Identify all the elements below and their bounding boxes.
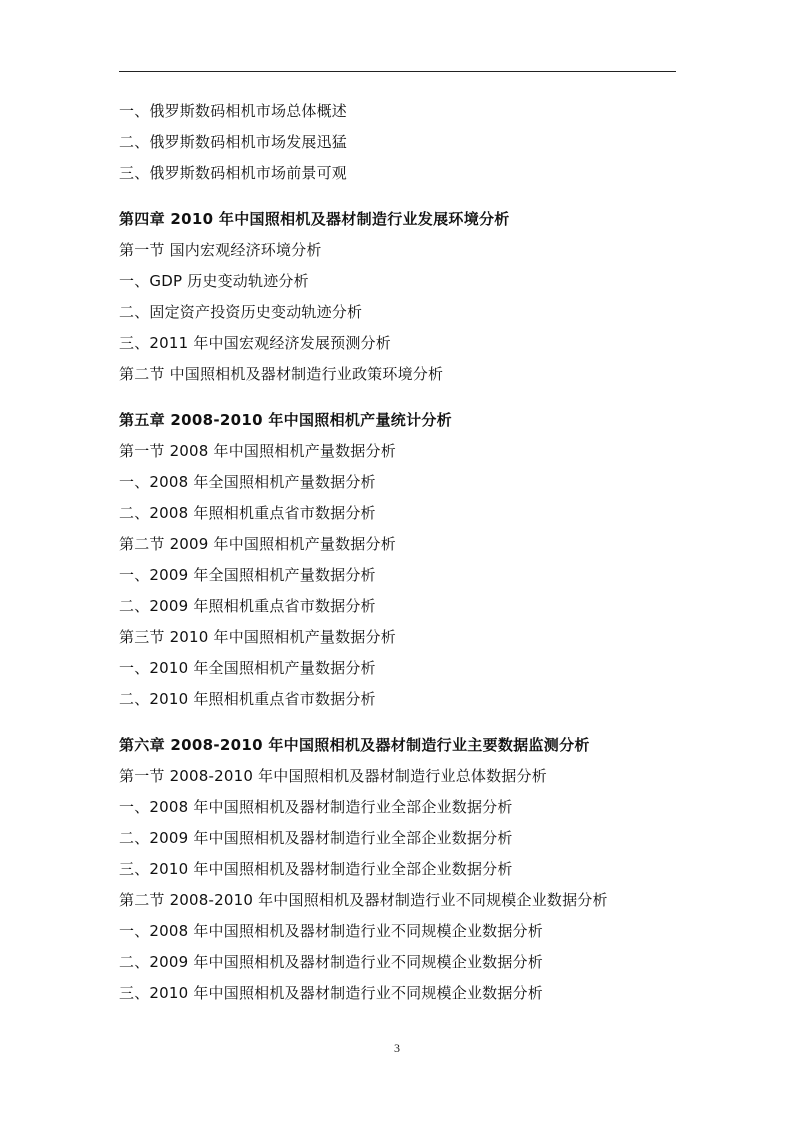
chapter-heading: 第六章 2008-2010 年中国照相机及器材制造行业主要数据监测分析: [119, 736, 590, 754]
toc-entry: 第一节 国内宏观经济环境分析: [119, 241, 322, 259]
toc-entry: 三、2010 年中国照相机及器材制造行业全部企业数据分析: [119, 860, 513, 878]
toc-entry: 第二节 2009 年中国照相机产量数据分析: [119, 535, 396, 553]
toc-entry: 一、2008 年中国照相机及器材制造行业不同规模企业数据分析: [119, 922, 543, 940]
toc-entry: 一、2008 年中国照相机及器材制造行业全部企业数据分析: [119, 798, 513, 816]
toc-entry: 一、2009 年全国照相机产量数据分析: [119, 566, 376, 584]
toc-entry: 第二节 2008-2010 年中国照相机及器材制造行业不同规模企业数据分析: [119, 891, 608, 909]
toc-entry: 二、2009 年中国照相机及器材制造行业全部企业数据分析: [119, 829, 513, 847]
toc-entry: 一、GDP 历史变动轨迹分析: [119, 272, 309, 290]
toc-entry: 一、俄罗斯数码相机市场总体概述: [119, 102, 348, 120]
toc-entry: 一、2008 年全国照相机产量数据分析: [119, 473, 376, 491]
toc-entry: 三、俄罗斯数码相机市场前景可观: [119, 164, 348, 182]
toc-entry: 第二节 中国照相机及器材制造行业政策环境分析: [119, 365, 444, 383]
toc-entry: 第三节 2010 年中国照相机产量数据分析: [119, 628, 396, 646]
header-rule: [119, 71, 676, 72]
toc-entry: 二、俄罗斯数码相机市场发展迅猛: [119, 133, 348, 151]
toc-entry: 二、2009 年照相机重点省市数据分析: [119, 597, 376, 615]
toc-entry: 二、2008 年照相机重点省市数据分析: [119, 504, 376, 522]
chapter-heading: 第五章 2008-2010 年中国照相机产量统计分析: [119, 411, 452, 429]
toc-entry: 三、2011 年中国宏观经济发展预测分析: [119, 334, 391, 352]
toc-entry: 二、2010 年照相机重点省市数据分析: [119, 690, 376, 708]
toc-entry: 二、2009 年中国照相机及器材制造行业不同规模企业数据分析: [119, 953, 543, 971]
toc-entry: 第一节 2008-2010 年中国照相机及器材制造行业总体数据分析: [119, 767, 547, 785]
chapter-heading: 第四章 2010 年中国照相机及器材制造行业发展环境分析: [119, 210, 510, 228]
toc-entry: 一、2010 年全国照相机产量数据分析: [119, 659, 376, 677]
toc-entry: 第一节 2008 年中国照相机产量数据分析: [119, 442, 396, 460]
toc-entry: 二、固定资产投资历史变动轨迹分析: [119, 303, 363, 321]
page-number: 3: [394, 1041, 400, 1055]
toc-entry: 三、2010 年中国照相机及器材制造行业不同规模企业数据分析: [119, 984, 543, 1002]
table-of-contents: [119, 96, 719, 1009]
